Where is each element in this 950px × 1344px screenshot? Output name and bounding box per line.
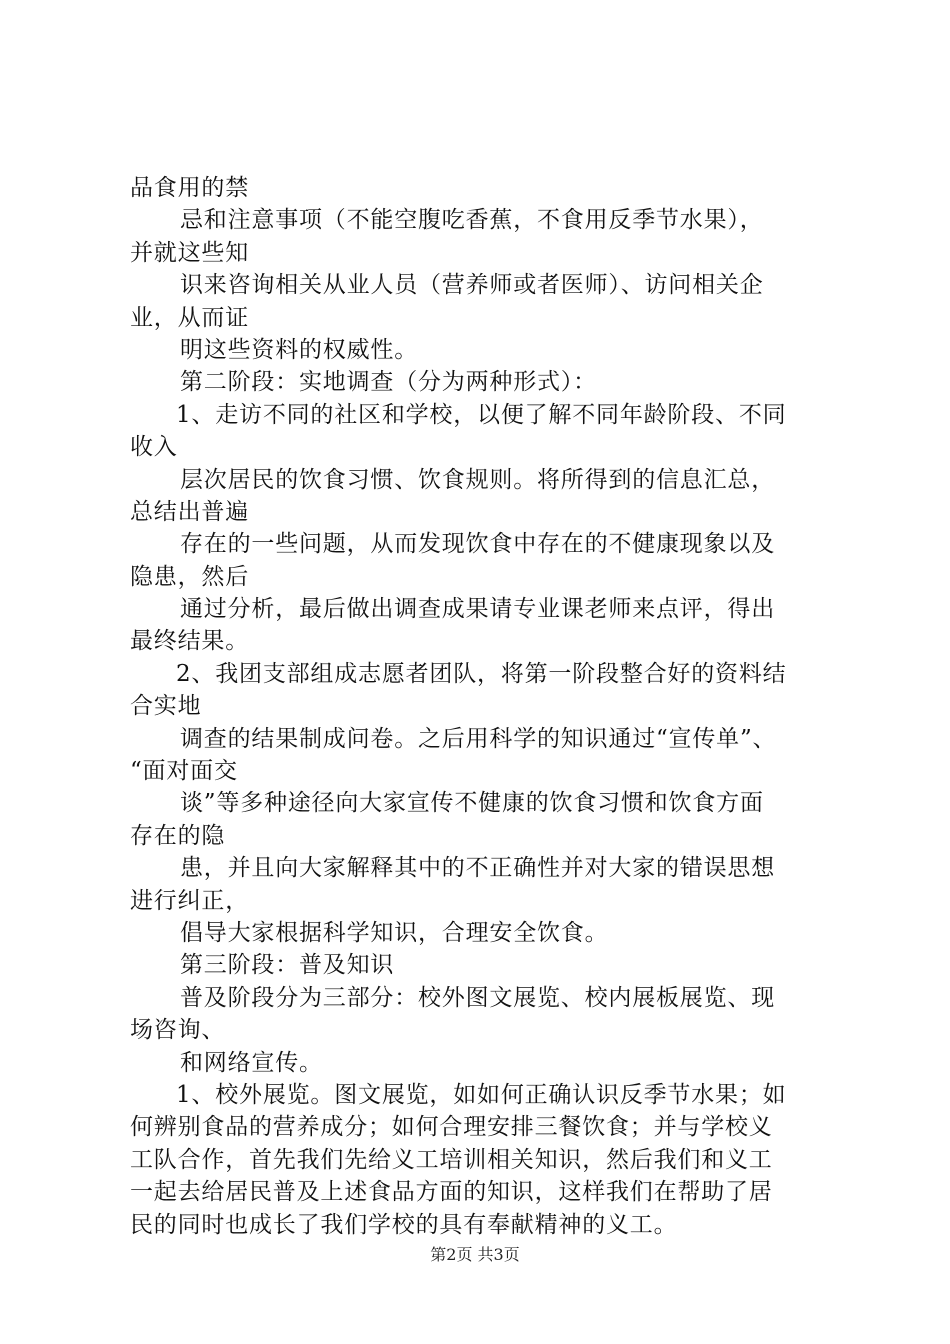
text-line: 忌和注意事项（不能空腹吃香蕉，不食用反季节水果）， (180, 207, 764, 234)
text-line: 品食用的禁 (130, 175, 249, 201)
section-heading-stage-3: 第三阶段：普及知识 (180, 952, 395, 979)
text-line: 场咨询、 (130, 1017, 226, 1044)
text-line: 工队合作，首先我们先给义工培训相关知识，然后我们和义工 (130, 1146, 773, 1173)
text-line: 并就这些知 (130, 239, 249, 266)
document-body (130, 172, 835, 1241)
text-line: 进行纠正， (130, 887, 249, 914)
text-line: 最终结果。 (130, 628, 249, 655)
text-line: “面对面交 (130, 758, 238, 785)
text-line: 层次居民的饮食习惯、饮食规则。将所得到的信息汇总， (180, 466, 775, 493)
section-heading-stage-2: 第二阶段：实地调查（分为两种形式）： (180, 369, 597, 396)
text-line: 和网络宣传。 (180, 1049, 323, 1076)
text-line: 业，从而证 (130, 304, 249, 331)
text-line: 通过分析，最后做出调查成果请专业课老师来点评，得出 (180, 596, 775, 623)
text-line: 一起去给居民普及上述食品方面的知识，这样我们在帮助了居 (130, 1179, 773, 1206)
text-line: 谈”等多种途径向大家宣传不健康的饮食习惯和饮食方面 (180, 790, 764, 817)
page-number-footer: 第2页 共3页 (430, 1245, 520, 1264)
text-line: 明这些资料的权威性。 (180, 336, 418, 363)
text-line: 存在的隐 (130, 822, 226, 849)
text-line: 调查的结果制成问卷。之后用科学的知识通过“宣传单”、 (180, 725, 777, 752)
text-line: 患，并且向大家解释其中的不正确性并对大家的错误思想 (180, 855, 775, 882)
text-line: 民的同时也成长了我们学校的具有奉献精神的义工。 (130, 1211, 678, 1238)
text-line: 倡导大家根据科学知识，合理安全饮食。 (180, 919, 609, 946)
text-line: 识来咨询相关从业人员（营养师或者医师）、访问相关企 (180, 272, 764, 299)
text-line: 收入 (130, 434, 178, 461)
text-line: 存在的一些问题，从而发现饮食中存在的不健康现象以及 (180, 531, 775, 558)
text-line: 普及阶段分为三部分：校外图文展览、校内展板展览、现 (180, 984, 775, 1011)
text-line: 总结出普遍 (130, 498, 249, 525)
text-line: 合实地 (130, 693, 202, 720)
text-line: 1、校外展览。图文展览，如如何正确认识反季节水果；如 (176, 1081, 787, 1108)
text-line: 1、走访不同的社区和学校，以便了解不同年龄阶段、不同 (176, 401, 787, 428)
text-line: 何辨别食品的营养成分；如何合理安排三餐饮食；并与学校义 (130, 1114, 773, 1141)
text-line: 2、我团支部组成志愿者团队，将第一阶段整合好的资料结 (176, 660, 787, 687)
text-line: 隐患，然后 (130, 563, 249, 590)
